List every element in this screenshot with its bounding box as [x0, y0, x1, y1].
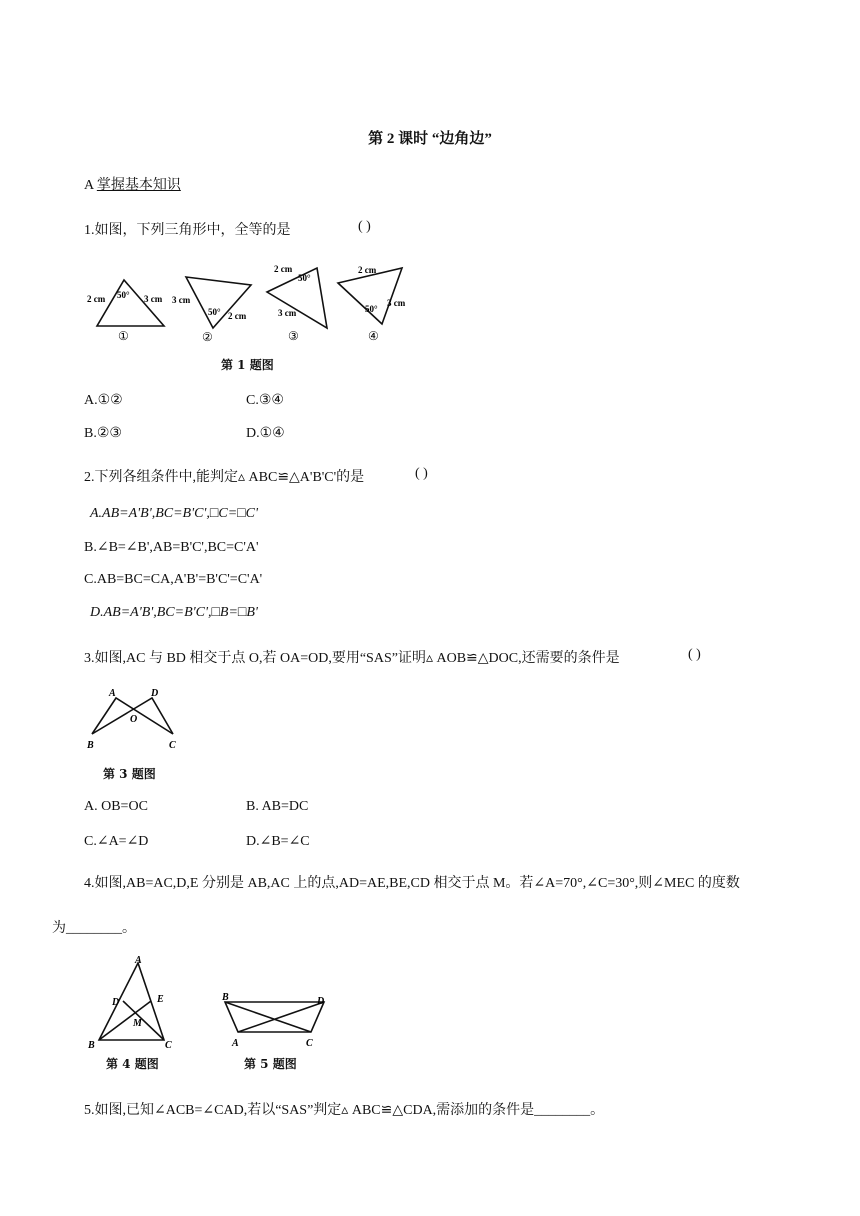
- q1-triangle-3: [267, 268, 327, 328]
- q3-label-d: D: [151, 688, 159, 699]
- q1-t3-top-label: 2 cm: [274, 264, 293, 274]
- q4-label-e: E: [157, 994, 164, 1005]
- q1-t2-angle-label: 50°: [208, 307, 221, 317]
- q1-triangle-4: [338, 268, 402, 324]
- q4-figure-caption: 第 4 题图: [106, 1057, 159, 1071]
- q1-t2-left-label: 3 cm: [172, 295, 191, 305]
- q3-label-c: C: [169, 740, 176, 751]
- page-title: 第 2 课时 “边角边”: [368, 131, 492, 147]
- q3-option-a: A. OB=OC: [84, 799, 148, 814]
- q2-option-a: A.AB=A'B',BC=B'C',□C=□C': [90, 506, 258, 521]
- q4-label-a: A: [135, 955, 142, 966]
- q5-figure-caption: 第 5 题图: [244, 1057, 297, 1071]
- q3-label-o: O: [130, 714, 138, 725]
- q1-t4-number: ④: [368, 329, 379, 343]
- section-label: 掌握基本知识: [96, 178, 181, 193]
- q5-figure: [218, 990, 333, 1055]
- q3-option-d: D.∠B=∠C: [246, 834, 310, 849]
- q4-label-b: B: [88, 1040, 95, 1050]
- q1-t2-right-label: 2 cm: [228, 311, 247, 321]
- q5-label-b: B: [222, 992, 229, 1003]
- q5-label-a: A: [232, 1038, 239, 1049]
- q1-t4-right-label: 3 cm: [387, 298, 406, 308]
- q1-t3-angle-label: 50°: [298, 273, 311, 283]
- q1-t1-left-label: 2 cm: [87, 294, 106, 304]
- q1-stem: 1.如图，下列三角形中，全等的是: [84, 223, 291, 238]
- q1-answer-paren: ( ): [358, 219, 371, 234]
- q1-t1-angle-label: 50°: [117, 290, 130, 300]
- q4-stem-line1: 4.如图,AB=AC,D,E 分别是 AB,AC 上的点,AD=AE,BE,CD 相交于点 M。若∠A=70°,∠C=30°,则∠MEC 的度数: [84, 876, 740, 891]
- q4-label-d: D: [112, 997, 120, 1008]
- q1-t4-top-label: 2 cm: [358, 265, 377, 275]
- q3-figure: [84, 684, 184, 754]
- q2-option-b: B.∠B=∠B',AB=B'C',BC=C'A': [84, 540, 259, 555]
- q3-option-b: B. AB=DC: [246, 799, 309, 814]
- q1-t1-right-label: 3 cm: [144, 294, 163, 304]
- q2-stem: 2.下列各组条件中,能判定▵ ABC≌△A'B'C'的是: [84, 470, 365, 485]
- q1-option-c: C.③④: [246, 393, 284, 408]
- q5-stem: 5.如图,已知∠ACB=∠CAD,若以“SAS”判定▵ ABC≌△CDA,需添加的条件是________。: [84, 1103, 605, 1118]
- q1-t4-angle-label: 50°: [365, 304, 378, 314]
- q2-option-c: C.AB=BC=CA,A'B'=B'C'=C'A': [84, 572, 263, 587]
- q4-label-c: C: [165, 1040, 172, 1050]
- q1-t3-number: ③: [288, 329, 299, 343]
- q5-label-c: C: [306, 1038, 313, 1049]
- q1-figure-caption: 第 1 题图: [221, 358, 274, 372]
- q1-t3-bottom-label: 3 cm: [278, 308, 297, 318]
- q1-option-a: A.①②: [84, 393, 123, 408]
- q1-figure: [80, 258, 420, 348]
- section-heading: [84, 174, 181, 194]
- q3-answer-paren: ( ): [688, 647, 701, 662]
- q3-label-b: B: [87, 740, 94, 751]
- q5-label-d: D: [317, 996, 325, 1007]
- q1-t2-number: ②: [202, 330, 213, 344]
- q4-triangle: [99, 963, 164, 1040]
- q5-line-bc: [225, 1002, 311, 1032]
- q4-label-m: M: [133, 1018, 142, 1029]
- section-prefix: A: [84, 178, 97, 193]
- q1-t1-number: ①: [118, 329, 129, 343]
- q1-option-d: D.①④: [246, 426, 285, 441]
- q4-figure: [84, 955, 174, 1050]
- q4-stem-line2: 为________。: [52, 921, 136, 936]
- q5-line-ad: [238, 1002, 324, 1032]
- q3-option-c: C.∠A=∠D: [84, 834, 149, 849]
- q3-figure-caption: 第 3 题图: [103, 767, 156, 781]
- q3-stem: 3.如图,AC 与 BD 相交于点 O,若 OA=OD,要用“SAS”证明▵ AOB≌△DOC,还需要的条件是: [84, 651, 620, 666]
- q2-option-d: D.AB=A'B',BC=B'C',□B=□B': [90, 605, 258, 620]
- q3-label-a: A: [109, 688, 116, 699]
- q1-option-b: B.②③: [84, 426, 122, 441]
- q2-answer-paren: ( ): [415, 466, 428, 481]
